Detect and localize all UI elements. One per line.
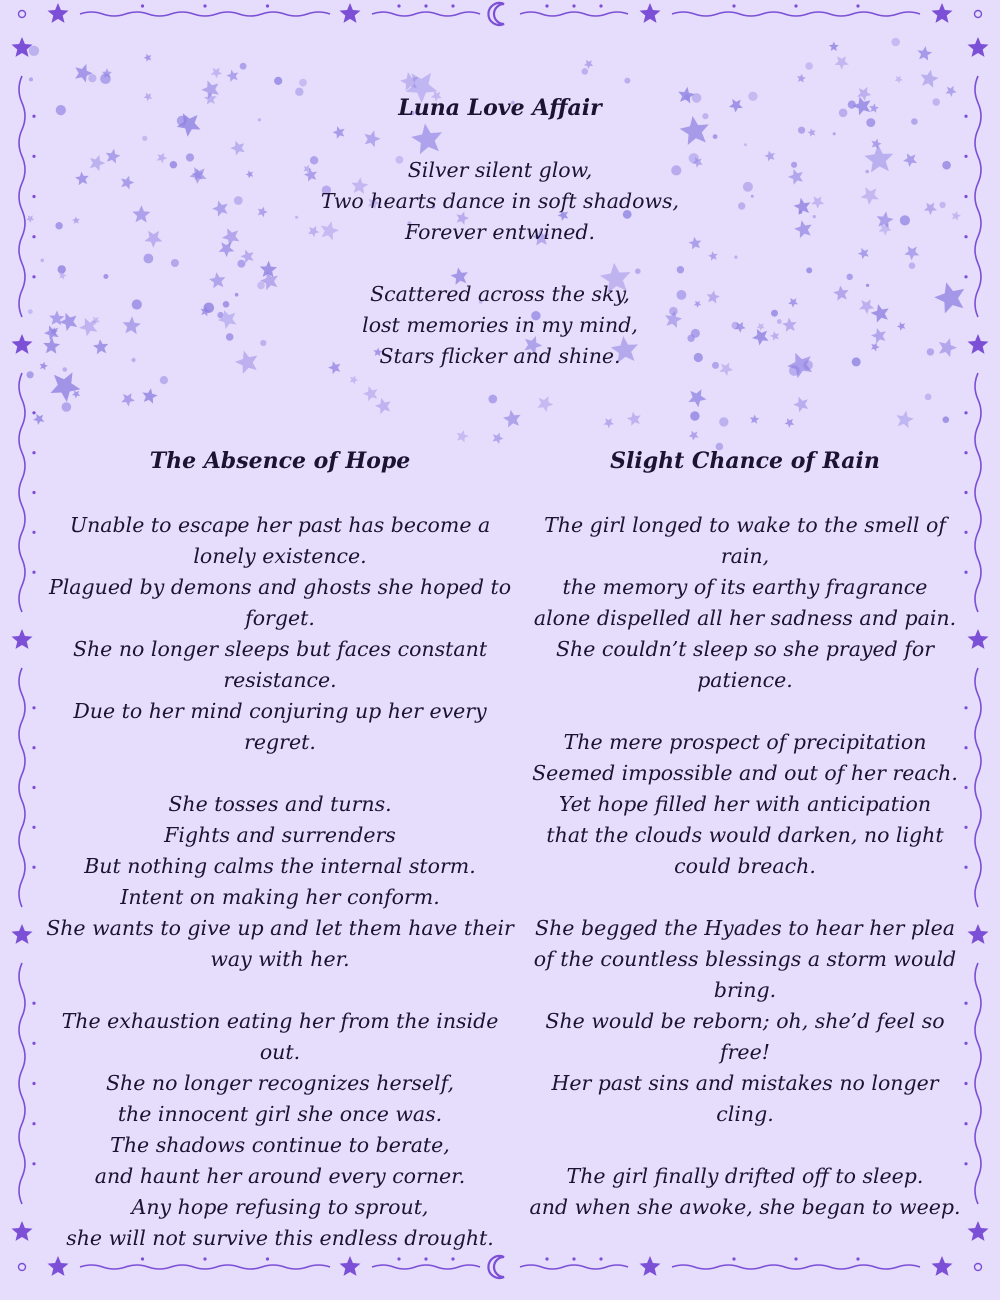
dot-icon [866, 118, 875, 127]
dot-icon [424, 1257, 427, 1260]
dot-icon [32, 571, 35, 574]
star-icon [871, 343, 880, 352]
dot-icon [32, 1042, 35, 1045]
swirl-border [19, 668, 25, 907]
star-icon [871, 139, 881, 150]
star-icon [859, 299, 874, 314]
dot-icon [397, 4, 400, 7]
star-icon [230, 141, 244, 156]
star-icon [132, 205, 150, 222]
star-icon [226, 70, 238, 82]
star-icon [90, 155, 106, 171]
swirl-border [672, 12, 920, 16]
star-icon [857, 87, 871, 101]
dot-icon [32, 235, 35, 238]
swirl-border [372, 1265, 480, 1269]
dot-icon [964, 275, 967, 278]
dot-icon [943, 416, 950, 423]
dot-icon [964, 411, 967, 414]
star-icon [48, 1256, 69, 1276]
star-icon [12, 1221, 33, 1241]
stanza [520, 727, 970, 882]
star-icon [904, 246, 919, 260]
dot-icon [103, 274, 108, 279]
dot-icon [866, 284, 869, 287]
dot-icon [927, 348, 934, 355]
star-icon [968, 1221, 989, 1241]
star-icon [764, 151, 775, 162]
star-icon [757, 323, 765, 331]
star-icon [861, 187, 879, 205]
dot-icon [451, 1257, 454, 1260]
swirl-border [520, 12, 628, 16]
dot-icon [599, 4, 602, 7]
dot-icon [891, 38, 900, 47]
dot-icon [939, 202, 945, 208]
dot-icon [32, 155, 35, 158]
star-icon [604, 418, 615, 428]
poem-line: The exhaustion eating her from the inside out. [61, 1009, 499, 1064]
dot-icon [203, 1257, 206, 1260]
dot-icon [777, 319, 782, 324]
poem-line: the memory of its earthy fragrance [562, 575, 928, 599]
star-icon [584, 60, 593, 69]
dot-icon [171, 259, 179, 267]
star-icon [340, 1256, 361, 1276]
star-icon [121, 393, 135, 406]
star-icon [829, 42, 839, 52]
dot-icon [266, 4, 269, 7]
poem-line: Yet hope filled her with anticipation [558, 792, 932, 816]
poem-line: Forever entwined. [404, 220, 596, 244]
dot-icon [451, 4, 454, 7]
poem-line: lost memories in my mind, [362, 313, 638, 337]
stanza [40, 1006, 520, 1254]
dot-icon [41, 259, 45, 263]
poem-line: Fights and surrenders [164, 823, 396, 847]
dot-icon [58, 265, 66, 273]
dot-icon [141, 1257, 144, 1260]
star-icon [211, 68, 222, 79]
star-icon [968, 334, 989, 354]
star-icon [12, 629, 33, 649]
star-icon [33, 414, 44, 425]
stanza [250, 279, 750, 372]
dot-icon [203, 4, 206, 7]
star-icon [924, 203, 937, 216]
star-icon [212, 201, 227, 217]
star-icon [794, 220, 812, 238]
star-icon [797, 74, 806, 83]
star-icon [40, 362, 48, 370]
star-icon [503, 410, 521, 428]
star-icon [869, 103, 879, 113]
star-icon [903, 153, 917, 167]
dot-icon [217, 312, 223, 318]
poem-line: of the countless blessings a storm would bring. [533, 947, 957, 1002]
stanza [520, 1161, 970, 1223]
star-icon [932, 3, 953, 23]
star-icon [59, 313, 77, 331]
dot-icon [32, 115, 35, 118]
dot-icon [847, 274, 853, 280]
dot-icon [856, 4, 859, 7]
star-icon [144, 54, 152, 62]
dot-icon [599, 1257, 602, 1260]
poem-line: Scattered across the sky, [370, 282, 630, 306]
star-icon [492, 433, 503, 445]
dot-icon [964, 235, 967, 238]
poem-line: Plagued by demons and ghosts she hoped to forget. [48, 575, 512, 630]
dot-icon [32, 451, 35, 454]
swirl-border [975, 668, 981, 907]
star-icon [689, 431, 699, 441]
dot-icon [794, 1257, 797, 1260]
swirl-border [80, 12, 330, 16]
dot-icon [488, 395, 497, 404]
star-icon [793, 397, 808, 412]
dot-icon [806, 267, 812, 273]
dot-icon [32, 491, 35, 494]
dot-icon [32, 531, 35, 534]
star-icon [752, 329, 769, 346]
stanza [520, 510, 970, 696]
poem-line: Her past sins and mistakes no longer cling. [551, 1071, 939, 1126]
star-icon [640, 3, 661, 23]
star-icon [189, 167, 206, 184]
dot-icon [424, 4, 427, 7]
dot-icon [789, 365, 800, 376]
stanza [40, 789, 520, 975]
poem-line: Seemed impossible and out of her reach. [532, 761, 958, 785]
dot-icon [932, 98, 940, 106]
star-icon [921, 70, 939, 88]
star-icon [340, 3, 361, 23]
star-icon [864, 144, 893, 172]
dot-icon [545, 1257, 548, 1260]
star-icon [852, 97, 870, 116]
dot-icon [32, 706, 35, 709]
poem-title: Slight Chance of Rain [610, 448, 880, 474]
dot-icon [925, 394, 932, 401]
dot-icon [624, 78, 630, 84]
dot-icon [223, 301, 230, 308]
dot-icon [900, 215, 910, 225]
dot-icon [240, 63, 247, 70]
poem-line: Silver silent glow, [407, 158, 593, 182]
dot-icon [32, 195, 35, 198]
poem-line: But nothing calms the internal storm. [84, 854, 476, 878]
dot-icon [237, 260, 245, 268]
dot-icon [909, 262, 916, 269]
star-icon [770, 331, 779, 341]
swirl-border [520, 1265, 628, 1269]
dot-icon [32, 826, 35, 829]
star-icon [782, 318, 797, 332]
dot-icon [62, 402, 72, 412]
dot-icon [794, 4, 797, 7]
dot-icon [63, 367, 68, 372]
dot-icon [132, 299, 142, 309]
poem-line: The girl finally drifted off to sleep. [566, 1164, 924, 1188]
dot-icon [299, 79, 307, 87]
swirl-border [975, 963, 981, 1204]
star-icon [142, 388, 157, 403]
star-icon [833, 286, 848, 301]
dot-icon [28, 309, 33, 314]
dot-icon [572, 4, 575, 7]
dot-icon [266, 1257, 269, 1260]
poem-line: and haunt her around every corner. [94, 1164, 466, 1188]
star-icon [209, 272, 225, 288]
dot-icon [144, 254, 154, 264]
star-icon [807, 128, 815, 137]
swirl-border [672, 1265, 920, 1269]
star-icon [26, 215, 34, 223]
star-icon [144, 93, 153, 102]
dot-icon [572, 1257, 575, 1260]
poem-line: Any hope refusing to sprout, [131, 1195, 429, 1219]
poem-line: She begged the Hyades to hear her plea [535, 916, 955, 940]
dot-icon [833, 132, 836, 135]
star-icon [788, 298, 798, 308]
star-icon [48, 3, 69, 23]
swirl-border [80, 1265, 330, 1269]
star-icon [968, 924, 989, 944]
star-icon [12, 924, 33, 944]
dot-icon [813, 215, 816, 218]
dot-icon [32, 786, 35, 789]
dot-icon [19, 11, 26, 18]
dot-icon [719, 417, 728, 426]
star-icon [201, 81, 219, 99]
swirl-border [19, 373, 25, 612]
star-icon [457, 430, 469, 442]
poem-line: The mere prospect of precipitation [563, 730, 927, 754]
star-icon [44, 325, 59, 340]
poem-line: The girl longed to wake to the smell of rain, [544, 513, 946, 568]
star-icon [43, 337, 60, 353]
star-icon [145, 231, 163, 248]
dot-icon [799, 210, 803, 214]
dot-icon [27, 371, 34, 378]
dot-icon [856, 1257, 859, 1260]
poem-line: the innocent girl she once was. [117, 1102, 443, 1126]
poem-line: The shadows continue to berate, [110, 1133, 450, 1157]
dot-icon [771, 310, 778, 317]
dot-icon [798, 127, 805, 134]
star-icon [946, 86, 957, 97]
star-icon [157, 153, 167, 164]
star-icon [918, 46, 933, 60]
poem-slight-chance-of-rain [520, 446, 970, 1223]
dot-icon [805, 62, 813, 70]
poem-line: She couldn’t sleep so she prayed for patience. [555, 637, 935, 692]
dot-icon [226, 333, 234, 341]
dot-icon [732, 4, 735, 7]
star-icon [871, 304, 889, 323]
star-icon [968, 37, 989, 57]
dot-icon [32, 1002, 35, 1005]
crescent-moon-icon [488, 1256, 504, 1278]
dot-icon [186, 153, 194, 161]
poem-line: Stars flicker and shine. [379, 344, 621, 368]
poem-line: She no longer sleeps but faces constant resistance. [72, 637, 488, 692]
swirl-border [19, 963, 25, 1204]
dot-icon [234, 196, 243, 205]
star-icon [219, 242, 235, 257]
star-icon [932, 1256, 953, 1276]
poem-line: Due to her mind conjuring up her every regret. [73, 699, 487, 754]
star-icon [788, 169, 803, 185]
stanza [250, 155, 750, 248]
star-icon [835, 56, 849, 70]
poem-line: She wants to give up and let them have their way with her. [46, 916, 514, 971]
star-icon [895, 76, 903, 84]
dot-icon [964, 195, 967, 198]
dot-icon [975, 11, 982, 18]
star-icon [72, 217, 80, 225]
star-icon [952, 211, 961, 221]
swirl-border [975, 76, 981, 317]
swirl-border [975, 373, 981, 612]
dot-icon [865, 170, 869, 174]
star-icon [750, 415, 760, 424]
dot-icon [852, 357, 861, 366]
dot-icon [160, 376, 168, 384]
poem-line: Intent on making her conform. [120, 885, 440, 909]
poem-line: alone dispelled all her sadness and pain. [533, 606, 957, 630]
poem-luna-love-affair [250, 93, 750, 372]
dot-icon [791, 162, 797, 168]
star-icon [858, 248, 869, 259]
poem-title: The Absence of Hope [149, 448, 411, 474]
dot-icon [803, 360, 813, 370]
dot-icon [55, 222, 62, 229]
dot-icon [88, 74, 96, 82]
poem-line: that the clouds would darken, no light could breach. [546, 823, 944, 878]
dot-icon [964, 115, 967, 118]
dot-icon [32, 1122, 35, 1125]
crescent-moon-icon [488, 3, 504, 25]
dot-icon [690, 411, 699, 420]
dot-icon [732, 1257, 735, 1260]
poem-title: Luna Love Affair [398, 95, 602, 121]
poem-line: Unable to escape her past has become a lonely existence. [69, 513, 491, 568]
dot-icon [29, 46, 39, 56]
dot-icon [582, 68, 589, 75]
dot-icon [32, 275, 35, 278]
swirl-border [19, 76, 25, 317]
dot-icon [170, 161, 177, 168]
dot-icon [132, 358, 136, 362]
star-icon [121, 176, 134, 190]
star-icon [75, 172, 89, 186]
star-icon [12, 37, 33, 57]
star-icon [785, 418, 795, 428]
star-icon [12, 334, 33, 354]
star-icon [375, 398, 391, 414]
star-icon [897, 322, 906, 331]
poem-line: Two hearts dance in soft shadows, [320, 189, 680, 213]
star-icon [537, 396, 553, 412]
star-icon [93, 339, 108, 354]
star-icon [968, 629, 989, 649]
poem-line: She no longer recognizes herself, [106, 1071, 454, 1095]
star-icon [123, 316, 141, 334]
dot-icon [964, 155, 967, 158]
poem-line: She tosses and turns. [168, 792, 392, 816]
star-icon [106, 149, 121, 164]
star-icon [627, 412, 641, 426]
star-icon [939, 338, 957, 357]
star-icon [350, 376, 359, 385]
dot-icon [751, 195, 754, 198]
poem-the-absence-of-hope [40, 446, 520, 1254]
poem-line: she will not survive this endless drought. [66, 1226, 494, 1250]
star-icon [363, 386, 378, 401]
poem-line: and when she awoke, she began to weep. [529, 1195, 961, 1219]
dot-icon [32, 866, 35, 869]
dot-icon [274, 77, 282, 85]
stanza [40, 510, 520, 758]
dot-icon [32, 746, 35, 749]
star-icon [222, 228, 240, 246]
swirl-border [372, 12, 480, 16]
dot-icon [19, 1264, 26, 1271]
dot-icon [848, 101, 856, 109]
star-icon [934, 282, 964, 313]
star-icon [871, 328, 886, 343]
dot-icon [32, 1162, 35, 1165]
dot-icon [141, 4, 144, 7]
dot-icon [839, 109, 848, 118]
star-icon [896, 411, 913, 429]
star-icon [811, 196, 824, 209]
dot-icon [32, 1082, 35, 1085]
star-icon [688, 389, 706, 407]
star-icon [72, 390, 80, 398]
dot-icon [32, 411, 35, 414]
dot-icon [942, 161, 951, 170]
poem-line: She would be reborn; oh, she’d feel so free! [545, 1009, 945, 1064]
dot-icon [29, 77, 33, 81]
dot-icon [975, 1264, 982, 1271]
stanza [520, 913, 970, 1130]
dot-icon [235, 293, 239, 297]
dot-icon [142, 136, 147, 141]
dot-icon [56, 105, 66, 115]
dot-icon [397, 1257, 400, 1260]
dot-icon [545, 4, 548, 7]
dot-icon [911, 118, 918, 125]
star-icon [640, 1256, 661, 1276]
